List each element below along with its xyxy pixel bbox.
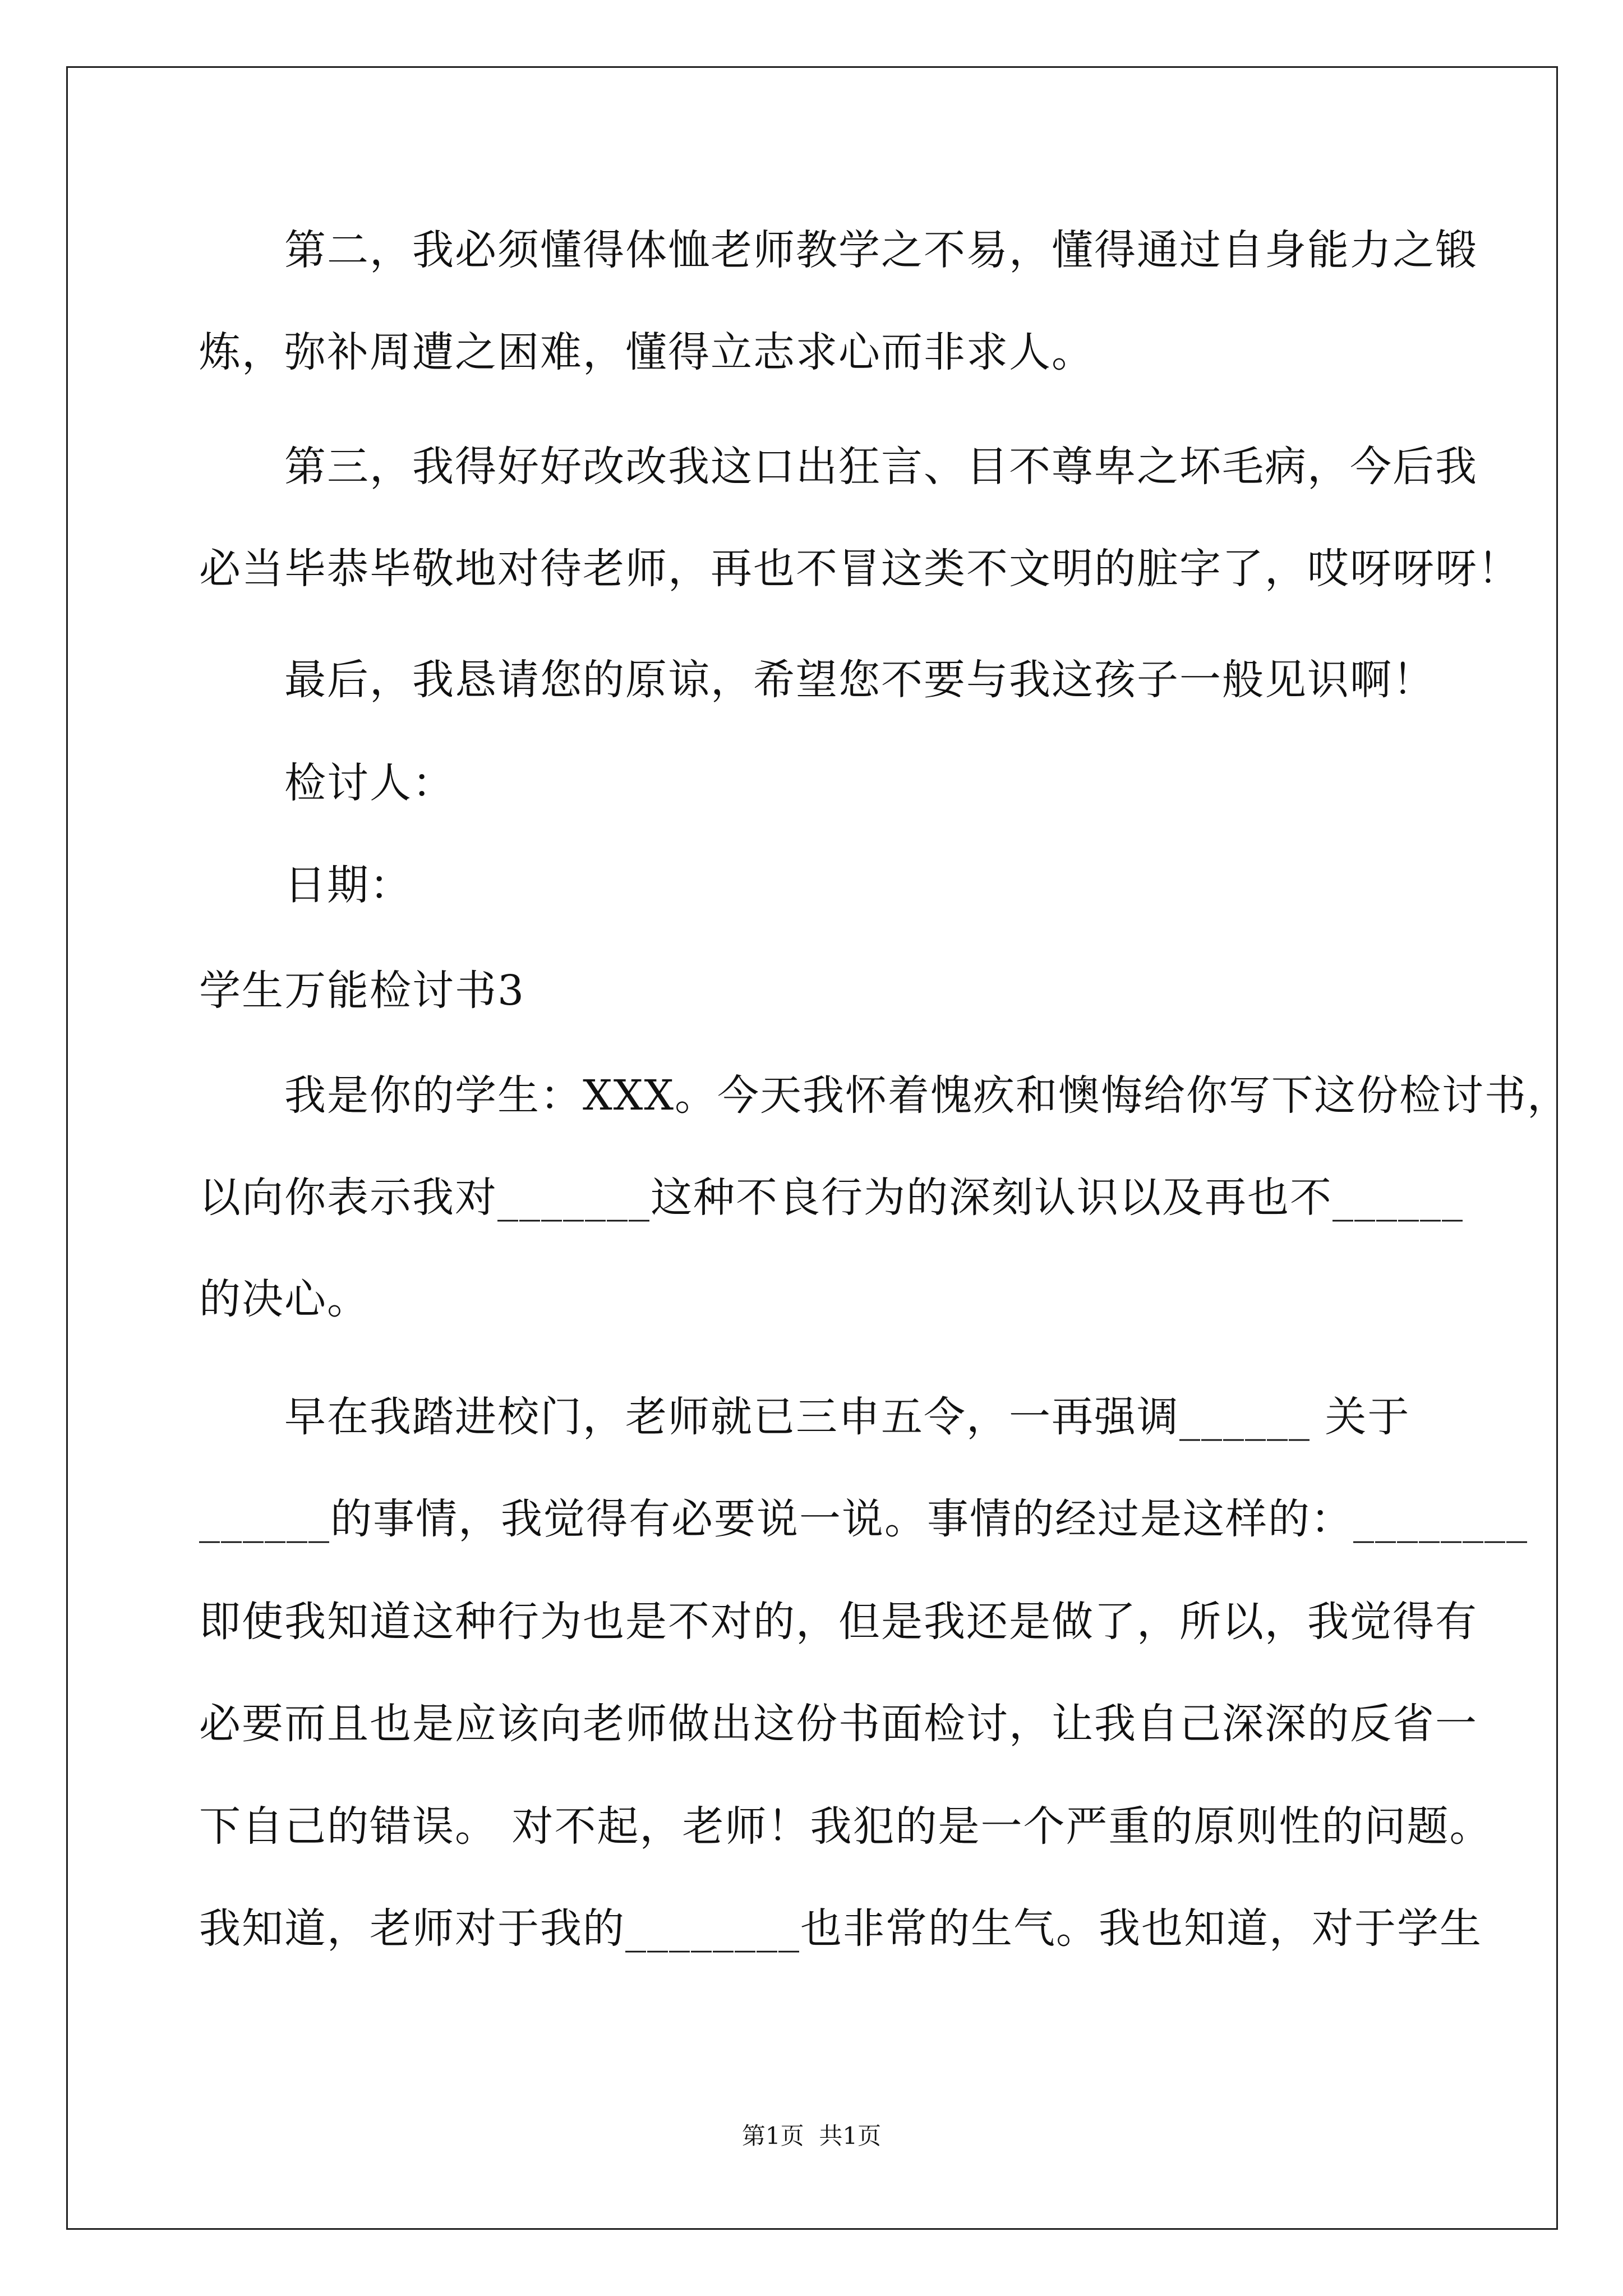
paragraph-line: 的决心。	[199, 1275, 370, 1323]
paragraph-line: 必当毕恭毕敬地对待老师，再也不冒这类不文明的脏字了，哎呀呀呀！	[199, 545, 1520, 593]
paragraph-line: 早在我踏进校门，老师就已三申五令，一再强调______ 关于	[199, 1393, 1410, 1441]
paragraph-line: 炼，弥补周遭之困难，懂得立志求心而非求人。	[199, 328, 1094, 376]
page-footer: 第1页 共1页	[741, 2122, 882, 2150]
paragraph-line: ______的事情，我觉得有必要说一说。事情的经过是这样的：________	[199, 1495, 1528, 1543]
paragraph-line: 第三，我得好好改改我这口出狂言、目不尊卑之坏毛病，今后我	[199, 443, 1478, 491]
paragraph-line: 最后，我恳请您的原谅，希望您不要与我这孩子一般见识啊！	[199, 656, 1435, 704]
paragraph-line: 第二，我必须懂得体恤老师教学之不易，懂得通过自身能力之锻	[199, 226, 1478, 274]
paragraph-line: 即使我知道这种行为也是不对的，但是我还是做了，所以，我觉得有	[199, 1598, 1478, 1646]
paragraph-line: 我是你的学生：XXX。今天我怀着愧疚和懊悔给你写下这份检讨书，	[199, 1071, 1570, 1120]
paragraph-line: 必要而且也是应该向老师做出这份书面检讨，让我自己深深的反省一	[199, 1700, 1478, 1748]
section-heading: 学生万能检讨书3	[199, 967, 525, 1015]
signer-label: 检讨人：	[199, 759, 455, 807]
paragraph-line: 以向你表示我对_______这种不良行为的深刻认识以及再也不______	[199, 1174, 1464, 1222]
paragraph-line: 我知道，老师对于我的________也非常的生气。我也知道，对于学生	[199, 1904, 1482, 1953]
date-label: 日期：	[199, 861, 412, 909]
paragraph-line: 下自己的错误。 对不起，老师！我犯的是一个严重的原则性的问题。	[199, 1802, 1492, 1851]
